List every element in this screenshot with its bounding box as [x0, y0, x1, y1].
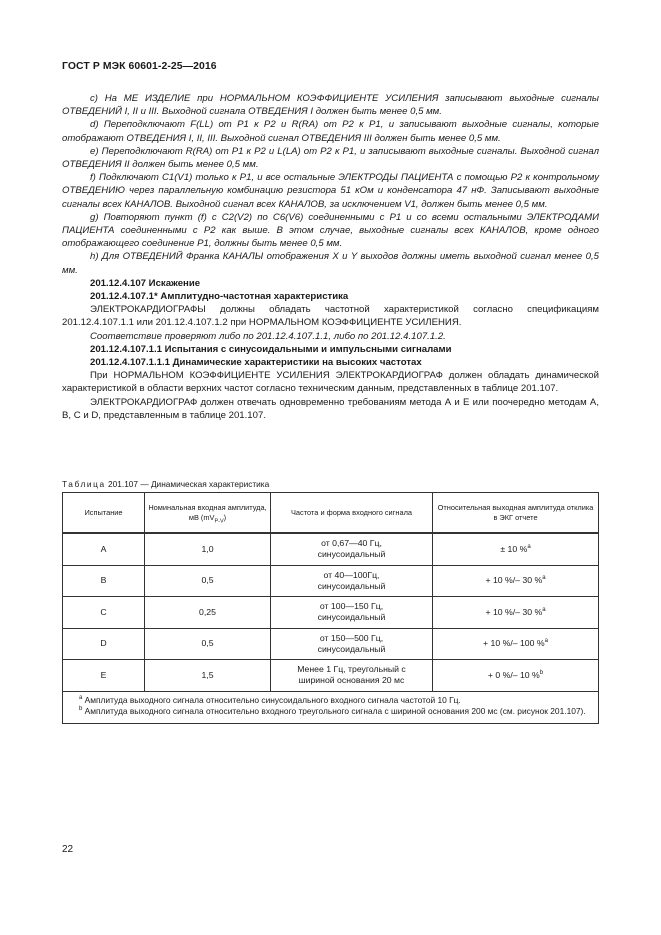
cell-frequency	[271, 533, 433, 565]
cell-frequency	[271, 628, 433, 660]
footnote-ref: a	[544, 638, 548, 645]
footnote-a-mark: a	[79, 694, 83, 701]
cell-test: D	[63, 628, 145, 660]
cell-relative	[433, 565, 599, 597]
cell-relative-value: + 10 %/– 30 %	[485, 575, 543, 586]
header-amplitude	[145, 493, 271, 534]
cell-relative	[433, 533, 599, 565]
page-number: 22	[62, 844, 74, 855]
paragraph-methods: ЭЛЕКТРОКАРДИОГРАФ должен отвечать одновременно требованиям метода А и Е или поочередно методам А, В, С и D, представленным в таблице 201.107.	[62, 396, 599, 421]
cell-frequency-line2: синусоидальный	[317, 580, 386, 591]
footnote-a	[69, 695, 592, 706]
cell-relative-value: ± 10 %	[500, 543, 528, 554]
cell-amplitude: 0,5	[145, 628, 271, 660]
table-row	[63, 565, 599, 597]
table-row	[63, 660, 599, 692]
cell-test: А	[63, 533, 145, 565]
paragraph-f: f) Подключают С1(V1) только к Р1, и все остальные ЭЛЕКТРОДЫ ПАЦИЕНТА с помощью Р2 к контрольному ОТВЕДЕНИЮ через параллельную комбинацию резистора 51 кОм и конденсатора 47 нФ. Записывают выходные сигналы всех КАНАЛОВ. Выходной сигнал всех КАНАЛОВ, за исключением V1, должен быть менее 0,5 мм.	[62, 172, 599, 210]
cell-relative-value: + 10 %/– 100 %	[483, 638, 545, 649]
cell-relative-value: + 0 %/– 10 %	[487, 669, 540, 680]
section-heading-high-frequency: 201.12.4.107.1.1.1 Динамические характеристики на высоких частотах	[90, 357, 422, 369]
footnote-ref: a	[542, 606, 546, 613]
document-body	[62, 92, 599, 422]
table-notes-row	[63, 691, 599, 723]
paragraph-nominal-gain: При НОРМАЛЬНОМ КОЭФФИЦИЕНТЕ УСИЛЕНИЯ ЭЛЕКТРОКАРДИОГРАФ должен обладать динамической характеристикой в области верхних частот согласно техническим данным, представленных в таблице 201.107.	[62, 370, 599, 395]
footnote-a-text: Амплитуда выходного сигнала относительно синусоидального входного сигнала частотой 10 Гц.	[82, 694, 461, 705]
paragraph-g: g) Повторяют пункт (f) с С2(V2) по С6(V6) соединенными с Р1 и со всеми остальными ЭЛЕКТРОДАМИ ПАЦИЕНТА соединенными с Р2 как выше. В этом случае, выходные сигналы всех КАНАЛОВ, кроме одного отображающего соединение Р1, должны быть менее 0,5 мм.	[62, 211, 599, 250]
section-heading-tests: 201.12.4.107.1.1 Испытания с синусоидальными и импульсными сигналами	[90, 343, 452, 355]
table-caption-title: 201.107 — Динамическая характеристика	[105, 479, 270, 489]
cell-frequency-line2: шириной основания 20 мс	[298, 675, 405, 686]
cell-relative	[433, 660, 599, 692]
section-heading-frequency-response: 201.12.4.107.1* Амплитудно-частотная характеристика	[90, 291, 349, 303]
cell-amplitude: 0,5	[145, 565, 271, 597]
cell-frequency	[271, 565, 433, 597]
cell-relative	[433, 628, 599, 660]
header-test: Испытание	[63, 493, 145, 534]
cell-relative	[433, 597, 599, 629]
paragraph-e: е) Переподключают R(RA) от Р1 к Р2 и L(LA) от Р2 к Р1, и записывают выходные сигналы. Выходной сигнал ОТВЕДЕНИЯ II должен быть менее 0,5 мм.	[62, 145, 599, 171]
paragraph-c: c) На МЕ ИЗДЕЛИЕ при НОРМАЛЬНОМ КОЭФФИЦИЕНТЕ УСИЛЕНИЯ записывают выходные сигналы ОТВЕДЕНИЙ I, II и III. Выходной сигнала ОТВЕДЕНИЯ I должен быть менее 0,5 мм.	[62, 93, 599, 118]
cell-test: Е	[63, 660, 145, 692]
header-relative-amplitude: Относительная выходная амплитуда отклика в ЭКГ отчете	[433, 493, 599, 534]
footnote-ref: b	[539, 669, 544, 676]
cell-relative-value: + 10 %/– 30 %	[485, 606, 543, 617]
cell-frequency-line1: от 150—500 Гц,	[319, 632, 384, 643]
cell-amplitude: 0,25	[145, 597, 271, 629]
header-amplitude-sub: P-V	[214, 517, 224, 524]
footnote-b-mark: b	[79, 705, 83, 712]
table-caption	[62, 479, 269, 489]
cell-frequency-line2: синусоидальный	[317, 612, 386, 623]
footnote-b	[69, 706, 592, 717]
cell-test: В	[63, 565, 145, 597]
paragraph-characteristic: ЭЛЕКТРОКАРДИОГРАФЫ должны обладать частотной характеристикой согласно спецификациям 201.12.4.107.1.1 или 201.12.4.107.1.2 при НОРМАЛЬНОМ КОЭФФИЦИЕНТЕ УСИЛЕНИЯ.	[62, 304, 599, 329]
document-header: ГОСТ Р МЭК 60601-2-25—2016	[62, 61, 217, 72]
cell-frequency-line1: от 100—150 Гц,	[319, 601, 384, 612]
table-row	[63, 628, 599, 660]
cell-frequency-line1: от 0,67—40 Гц,	[321, 538, 382, 549]
cell-frequency	[271, 597, 433, 629]
paragraph-d: d) Переподключают F(LL) от Р1 к Р2 и R(RA) от Р2 к Р1, и записывают выходные сигналы, которые отображают ОТВЕДЕНИЯ I, II, III. Выходной сигнал ОТВЕДЕНИЯ III должен быть менее 0,5 мм.	[62, 119, 599, 144]
paragraph-h: h) Для ОТВЕДЕНИЙ Франка КАНАЛЫ отображения X и Y выходов должны иметь выходной сигнал менее 0,5 мм.	[62, 251, 599, 276]
footnote-ref: a	[527, 543, 531, 550]
table-header-row	[63, 493, 599, 534]
cell-amplitude: 1,0	[145, 533, 271, 565]
table-row	[63, 533, 599, 565]
footnote-b-text: Амплитуда выходного сигнала относительно входного треугольного сигнала с шириной основания 200 мс (см. рисунок 201.107).	[82, 705, 586, 716]
paragraph-compliance: Соответствие проверяют либо по 201.12.4.107.1.1, либо по 201.12.4.107.1.2.	[90, 330, 446, 342]
cell-frequency-line2: синусоидальный	[317, 643, 386, 654]
cell-frequency	[271, 660, 433, 692]
table-notes	[63, 691, 599, 723]
cell-frequency-line1: Менее 1 Гц, треугольный с	[297, 664, 406, 675]
header-frequency: Частота и форма входного сигнала	[271, 493, 433, 534]
cell-test: С	[63, 597, 145, 629]
cell-frequency-line1: от 40—100Гц,	[323, 569, 380, 580]
cell-amplitude: 1,5	[145, 660, 271, 692]
header-amplitude-close: )	[223, 512, 227, 522]
table-row	[63, 597, 599, 629]
cell-frequency-line2: синусоидальный	[317, 549, 386, 560]
table-caption-prefix: Таблица	[62, 479, 106, 489]
header-amplitude-label: Номинальная входная амплитуда, мВ (mV	[148, 502, 267, 522]
section-heading-distortion: 201.12.4.107 Искажение	[90, 277, 201, 289]
dynamic-characteristic-table	[62, 492, 599, 724]
footnote-ref: a	[542, 575, 546, 582]
